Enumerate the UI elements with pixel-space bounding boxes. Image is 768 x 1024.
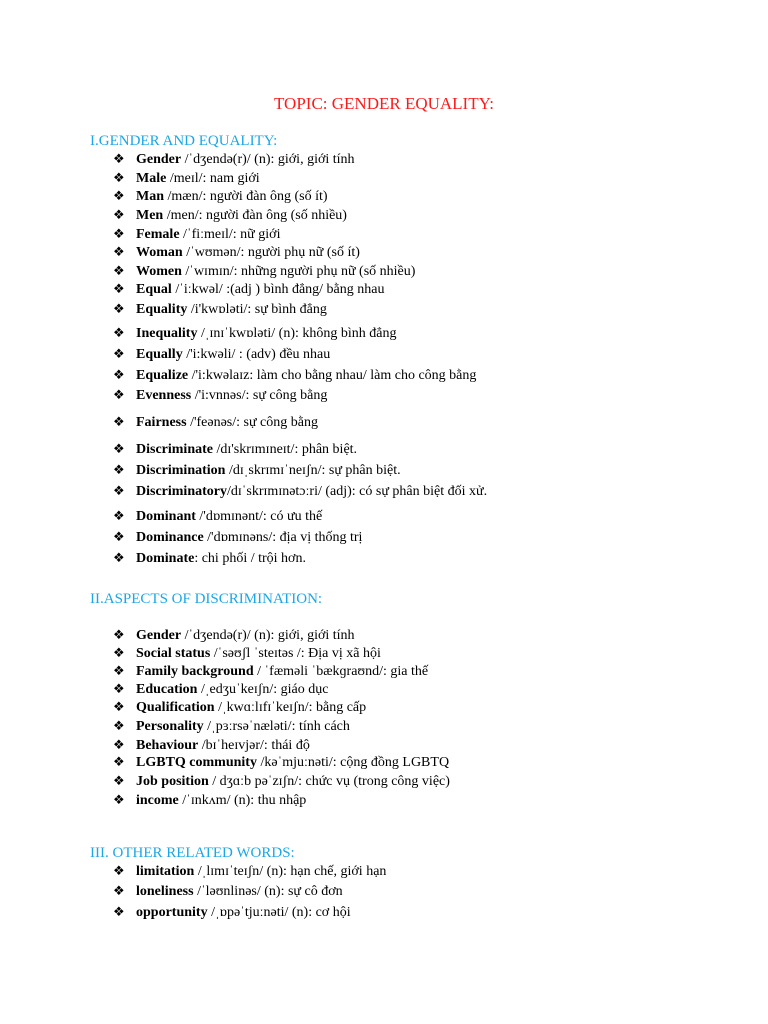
vocab-definition: /ˌɪnɪˈkwɒləti/ (n): không bình đẳng [197,326,397,341]
vocab-definition: / ˈfæməli ˈbækɡraʊnd/: gia thế [253,664,429,679]
diamond-bullet-icon: ❖ [113,302,125,317]
vocab-term: Woman [136,245,183,260]
diamond-bullet-icon: ❖ [113,282,125,297]
vocab-term: Discriminate [136,442,213,457]
diamond-bullet-icon: ❖ [113,664,125,679]
vocab-item [113,549,306,569]
vocab-item [113,345,330,365]
vocab-term: Personality [136,719,204,734]
vocab-item [113,528,362,548]
diamond-bullet-icon: ❖ [113,774,125,789]
diamond-bullet-icon: ❖ [113,326,125,341]
vocab-term: Women [136,264,182,279]
vocab-definition: /'feənəs/: sự công bằng [186,415,318,430]
vocab-item [113,206,347,226]
vocab-term: Men [136,208,164,223]
vocab-definition: /ˈiːkwəl/ :(adj ) bình đẳng/ bằng nhau [171,282,385,297]
diamond-bullet-icon: ❖ [113,905,125,920]
vocab-item [113,717,350,737]
vocab-item [113,386,327,406]
vocab-term: Discriminatory [136,484,227,499]
vocab-item [113,482,487,502]
vocab-term: income [136,793,179,808]
diamond-bullet-icon: ❖ [113,347,125,362]
vocab-item [113,440,357,460]
vocab-definition: /mæn/: người đàn ông (số ít) [164,189,328,204]
vocab-item [113,300,327,320]
vocab-term: Male [136,171,167,186]
vocab-definition: : chi phối / trội hơn. [194,551,306,566]
vocab-definition: /ˌpɜːrsəˈnæləti/: tính cách [203,719,350,734]
diamond-bullet-icon: ❖ [113,388,125,403]
vocab-definition: /ˈsəʊʃl ˈsteɪtəs /: Địa vị xã hội [210,646,381,661]
diamond-bullet-icon: ❖ [113,884,125,899]
vocab-item [113,772,450,792]
vocab-term: Inequality [136,326,198,341]
vocab-term: limitation [136,864,195,879]
section-heading: I.GENDER AND EQUALITY: [90,133,278,149]
vocab-term: Equally [136,347,183,362]
diamond-bullet-icon: ❖ [113,530,125,545]
vocab-item [113,882,343,902]
vocab-term: LGBTQ community [136,755,257,770]
vocab-term: Dominance [136,530,204,545]
diamond-bullet-icon: ❖ [113,264,125,279]
section-heading: III. OTHER RELATED WORDS: [90,845,295,861]
vocab-term: Equality [136,302,188,317]
vocab-item [113,698,366,718]
vocab-definition: /ˈwʊmən/: người phụ nữ (số ít) [182,245,360,260]
vocab-term: Equalize [136,368,189,383]
vocab-term: Qualification [136,700,215,715]
vocab-item [113,626,355,646]
vocab-term: loneliness [136,884,194,899]
section-heading: II.ASPECTS OF DISCRIMINATION: [90,591,323,607]
diamond-bullet-icon: ❖ [113,189,125,204]
vocab-item [113,225,280,245]
diamond-bullet-icon: ❖ [113,628,125,643]
vocab-term: Behaviour [136,738,199,753]
vocab-item [113,644,381,664]
vocab-term: Education [136,682,198,697]
vocab-definition: /dɪ'skrɪmɪneɪt/: phân biệt. [212,442,358,457]
diamond-bullet-icon: ❖ [113,719,125,734]
vocab-definition: /bɪˈheɪvjər/: thái độ [198,738,310,753]
vocab-definition: /men/: người đàn ông (số nhiều) [163,208,347,223]
vocab-item [113,366,476,386]
diamond-bullet-icon: ❖ [113,682,125,697]
diamond-bullet-icon: ❖ [113,551,125,566]
vocab-term: Dominant [136,509,196,524]
vocab-term: Family background [136,664,254,679]
diamond-bullet-icon: ❖ [113,442,125,457]
vocab-item [113,662,428,682]
vocab-definition: /dɪˌskrɪmɪˈneɪʃn/: sự phân biệt. [225,463,401,478]
vocab-term: Discrimination [136,463,226,478]
vocab-definition: /ˈfiːmeɪl/: nữ giới [179,227,281,242]
vocab-term: Evenness [136,388,192,403]
vocab-definition: /'dɒmɪnəns/: địa vị thống trị [203,530,363,545]
diamond-bullet-icon: ❖ [113,864,125,879]
vocab-item [113,862,386,882]
vocab-item [113,507,322,527]
vocab-item [113,169,260,189]
diamond-bullet-icon: ❖ [113,463,125,478]
vocab-definition: /ˌkwɑːlɪfɪˈkeɪʃn/: bằng cấp [214,700,367,715]
diamond-bullet-icon: ❖ [113,700,125,715]
vocab-item [113,413,318,433]
vocab-item [113,753,449,773]
vocab-definition: /meɪl/: nam giới [166,171,260,186]
vocab-item [113,187,328,207]
vocab-term: Social status [136,646,211,661]
vocab-term: Job position [136,774,209,789]
diamond-bullet-icon: ❖ [113,738,125,753]
vocab-item [113,791,306,811]
diamond-bullet-icon: ❖ [113,171,125,186]
vocab-term: Fairness [136,415,187,430]
vocab-definition: /dɪˈskrɪmɪnətɔːri/ (adj): có sự phân biệt đối xử. [226,484,488,499]
vocab-definition: /ˌɒpəˈtjuːnəti/ (n): cơ hội [207,905,351,920]
vocab-term: opportunity [136,905,208,920]
vocab-term: Man [136,189,164,204]
diamond-bullet-icon: ❖ [113,793,125,808]
vocab-definition: /ˈɪnkʌm/ (n): thu nhập [178,793,307,808]
vocab-item [113,243,360,263]
vocab-term: Gender [136,628,182,643]
vocab-definition: / dʒɑːb pəˈzɪʃn/: chức vụ (trong công việc) [208,774,450,789]
diamond-bullet-icon: ❖ [113,484,125,499]
vocab-item [113,903,351,923]
vocab-term: Dominate [136,551,195,566]
page-title: TOPIC: GENDER EQUALITY: [273,94,495,113]
diamond-bullet-icon: ❖ [113,646,125,661]
vocab-definition: /kəˈmjuːnəti/: cộng đồng LGBTQ [256,755,450,770]
vocab-item [113,680,328,700]
vocab-term: Female [136,227,180,242]
diamond-bullet-icon: ❖ [113,152,125,167]
vocab-item [113,461,401,481]
vocab-item [113,262,415,282]
vocab-item [113,280,385,300]
diamond-bullet-icon: ❖ [113,755,125,770]
vocab-definition: /ˈləʊnlinəs/ (n): sự cô đơn [193,884,343,899]
vocab-term: Equal [136,282,172,297]
vocab-definition: /i'kwɒləti/: sự bình đẳng [187,302,327,317]
vocab-definition: /'dɒmɪnənt/: có ưu thế [195,509,323,524]
diamond-bullet-icon: ❖ [113,415,125,430]
vocab-definition: /'i:kwəlaɪz: làm cho bằng nhau/ làm cho công bằng [188,368,477,383]
vocab-definition: /ˈwɪmɪn/: những người phụ nữ (số nhiều) [181,264,416,279]
vocab-definition: /ˈdʒendə(r)/ (n): giới, giới tính [181,152,355,167]
vocab-definition: /ˈdʒendə(r)/ (n): giới, giới tính [181,628,355,643]
vocab-definition: /'i:kwəli/ : (adv) đều nhau [182,347,331,362]
vocab-definition: /ˌedʒuˈkeɪʃn/: giáo dục [197,682,329,697]
diamond-bullet-icon: ❖ [113,509,125,524]
diamond-bullet-icon: ❖ [113,368,125,383]
vocab-term: Gender [136,152,182,167]
vocab-item [113,324,396,344]
vocab-definition: /ˌlɪmɪˈteɪʃn/ (n): hạn chế, giới hạn [194,864,387,879]
diamond-bullet-icon: ❖ [113,208,125,223]
diamond-bullet-icon: ❖ [113,245,125,260]
vocab-definition: /'i:vnnəs/: sự công bằng [191,388,328,403]
vocab-item [113,150,355,170]
diamond-bullet-icon: ❖ [113,227,125,242]
